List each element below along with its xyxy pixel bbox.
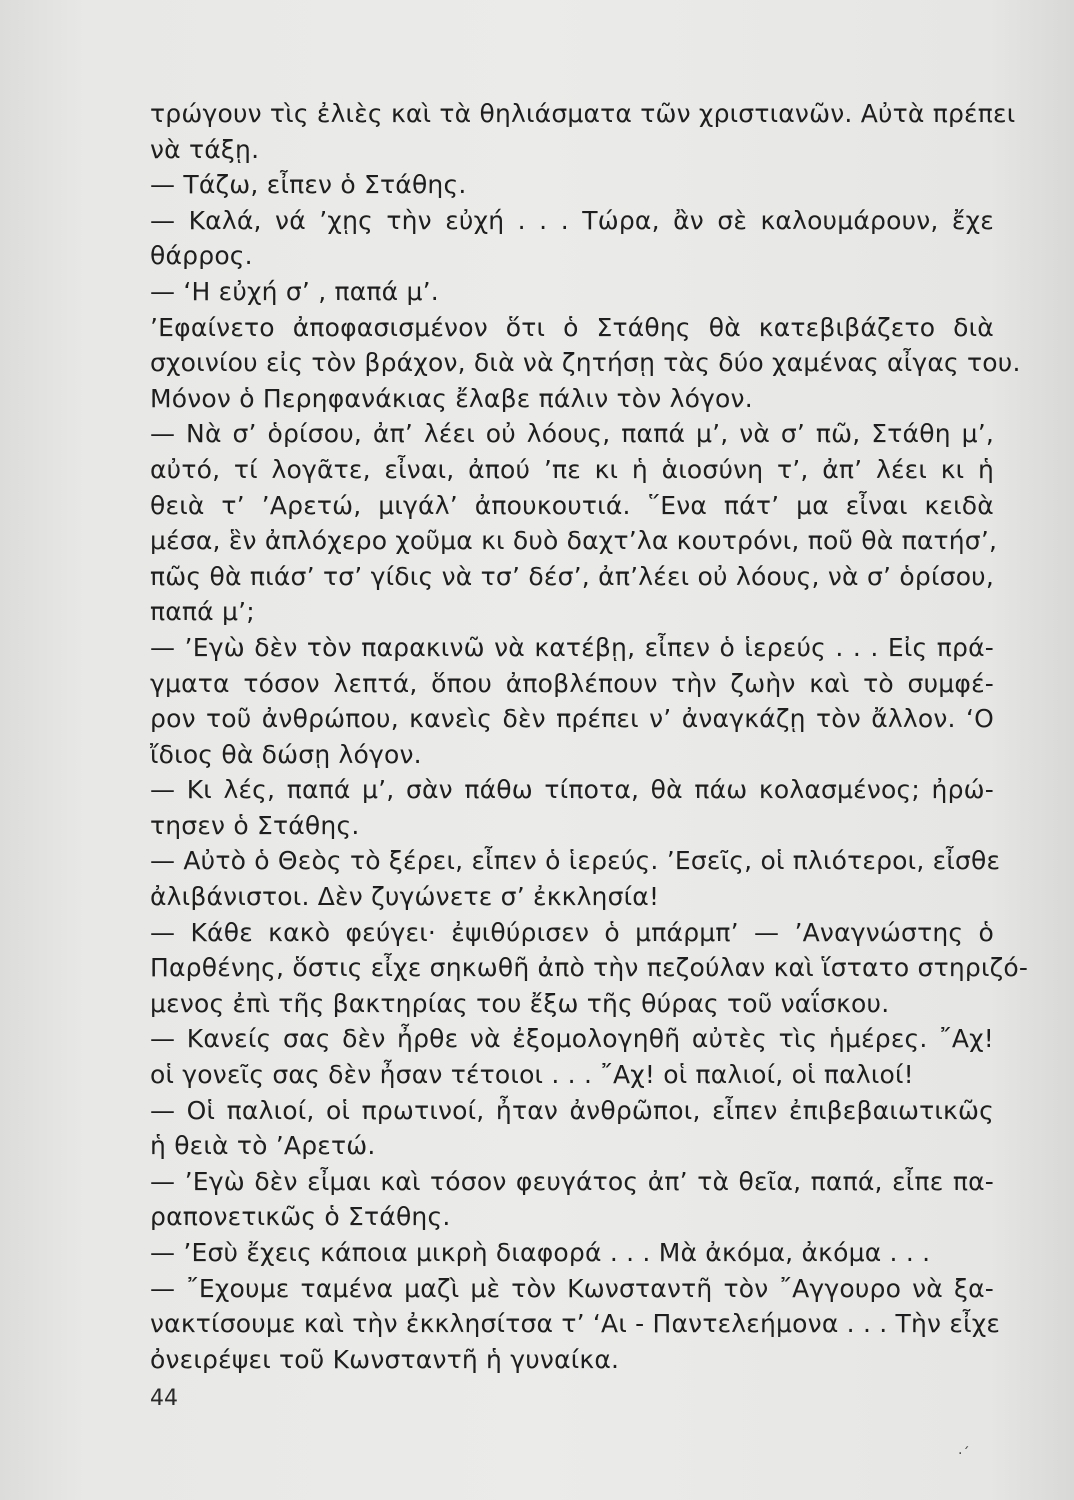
text-line: ρον τοῦ ἀνθρώπου, κανεὶς δὲν πρέπει ν’ ἀναγκάζῃ τὸν ἄλλον. ‘Ο: [150, 704, 994, 734]
text-line: μέσα, ἓν ἀπλόχερο χοῦμα κι δυὸ δαχτ’λα κουτρόνι, ποῦ θὰ πατήσ’,: [150, 526, 998, 556]
text-line: ὀνειρέψει τοῦ Κωνσταντῆ ἡ γυναίκα.: [150, 1344, 620, 1374]
body-text: [150, 96, 1029, 1377]
text-line: — Αὐτὸ ὁ Θεὸς τὸ ξέρει, εἶπεν ὁ ἱερεύς. ’Εσεῖς, οἱ πλιότεροι, εἶσθε: [150, 846, 1001, 876]
text-line: σχοινίου εἰς τὸν βράχον, διὰ νὰ ζητήσῃ τὰς δύο χαμένας αἶγας του.: [150, 348, 1021, 378]
text-line: παπά μ’;: [150, 597, 255, 627]
text-line: αὐτό, τί λογᾶτε, εἶναι, ἀπού ’πε κι ἡ ἁιοσύνη τ’, ἀπ’ λέει κι ἡ: [150, 454, 994, 484]
text-line: — ’Εγὼ δὲν τὸν παρακινῶ νὰ κατέβῃ, εἶπεν ὁ ἱερεύς . . . Εἰς πρά-: [150, 632, 994, 662]
text-line: μενος ἐπὶ τῆς βακτηρίας του ἔξω τῆς θύρας τοῦ ναΐσκου.: [150, 988, 890, 1018]
text-line: τησεν ὁ Στάθης.: [150, 810, 360, 840]
text-line: τρώγουν τὶς ἐλιὲς καὶ τὰ θηλιάσματα τῶν χριστιανῶν. Αὐτὰ πρέπει: [150, 99, 1016, 128]
text-line: — ‘Η εὐχή σ’ , παπά μ’.: [150, 276, 439, 306]
text-line: — Οἱ παλιοί, οἱ πρωτινοί, ἦταν ἀνθρῶποι, εἶπεν ἐπιβεβαιωτικῶς: [150, 1095, 994, 1125]
text-line: — ’Εγὼ δὲν εἶμαι καὶ τόσον φευγάτος ἀπ’ τὰ θεῖα, παπά, εἶπε πα-: [150, 1166, 994, 1196]
text-line: Παρθένης, ὅστις εἶχε σηκωθῆ ἀπὸ τὴν πεζούλαν καὶ ἵστατο στηριζό-: [150, 953, 1029, 983]
text-line: οἱ γονεῖς σας δὲν ἦσαν τέτοιοι . . . ῎Αχ! οἱ παλιοί, οἱ παλιοί!: [150, 1060, 914, 1090]
text-line: — Καλά, νά ’χῃς τὴν εὐχή . . . Τώρα, ἂν σὲ καλουμάρουν, ἔχε: [150, 205, 994, 235]
text-line: νὰ τάξῃ.: [150, 134, 260, 164]
text-line: — Νὰ σ’ ὁρίσου, ἀπ’ λέει οὐ λόους, παπά μ’, νὰ σ’ πῶ, Στάθη μ’,: [150, 419, 994, 449]
text-line: γματα τόσον λεπτά, ὅπου ἀποβλέπουν τὴν ζωὴν καὶ τὸ συμφέ-: [150, 668, 994, 698]
text-line: ἡ θειὰ τὸ ’Αρετώ.: [150, 1131, 376, 1161]
text-line: νακτίσουμε καὶ τὴν ἐκκλησίτσα τ’ ‘Αι - Παντελεήμονα . . . Τὴν εἶχε: [150, 1309, 1001, 1339]
page-number: 44: [150, 1386, 178, 1411]
text-line: — ’Εσὺ ἔχεις κάποια μικρὴ διαφορά . . . Μὰ ἀκόμα, ἀκόμα . . .: [150, 1238, 931, 1267]
text-line: πῶς θὰ πιάσ’ τσ’ γίδις νὰ τσ’ δέσ’, ἀπ’λέει οὐ λόους, νὰ σ’ ὁρίσου,: [150, 561, 994, 591]
text-line: — Κι λές, παπά μ’, σὰν πάθω τίποτα, θὰ πάω κολασμένος; ἠρώ-: [150, 775, 994, 805]
text-line: ἀλιβάνιστοι. Δὲν ζυγώνετε σ’ ἐκκλησία!: [150, 882, 660, 912]
text-line: — Τάζω, εἶπεν ὁ Στάθης.: [150, 170, 467, 200]
text-line: θειὰ τ’ ’Αρετώ, μιγάλ’ ἀπουκουτιά. ῞Ενα πάτ’ μα εἶναι κειδὰ: [150, 490, 994, 520]
text-line: Μόνον ὁ Περηφανάκιας ἔλαβε πάλιν τὸν λόγον.: [150, 383, 753, 413]
text-line: ἴδιος θὰ δώσῃ λόγον.: [150, 739, 422, 769]
text-line: — Κανείς σας δὲν ἦρθε νὰ ἐξομολογηθῆ αὐτὲς τὶς ἡμέρες. ῎Αχ!: [150, 1024, 994, 1054]
text-line: — Κάθε κακὸ φεύγει· ἐψιθύρισεν ὁ μπάρμπ’ — ’Αναγνώστης ὁ: [150, 917, 994, 947]
scan-speck: ·´: [958, 1446, 970, 1462]
text-line: θάρρος.: [150, 241, 253, 271]
text-line: ’Εφαίνετο ἀποφασισμένον ὅτι ὁ Στάθης θὰ κατεβιβάζετο διὰ: [150, 312, 994, 342]
text-line: — ῎Εχουμε ταμένα μαζὶ μὲ τὸν Κωνσταντῆ τὸν ῎Αγγουρο νὰ ξα-: [150, 1273, 994, 1303]
text-line: ραπονετικῶς ὁ Στάθης.: [150, 1202, 451, 1232]
